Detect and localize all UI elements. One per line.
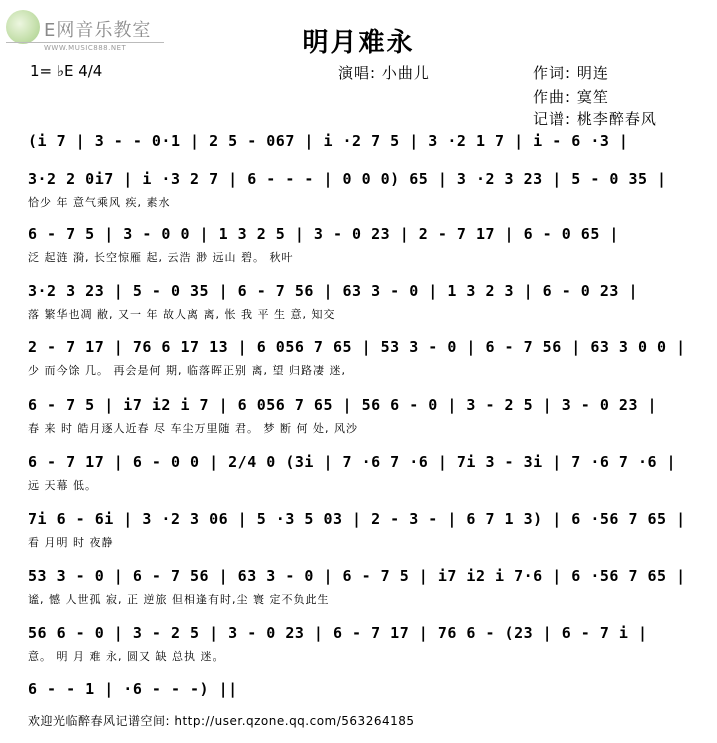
composer-credit: 作曲: 寞笙 (533, 88, 609, 106)
lyricist-credit: 作词: 明连 (533, 64, 609, 82)
lyric-line: 恰少 年 意气乘风 疾, 素水 (28, 196, 171, 209)
lyric-line: 远 天幕 低。 (28, 479, 97, 492)
footer-link-text: 欢迎光临醉春风记谱空间: http://user.qzone.qq.com/563264185 (28, 714, 415, 728)
lyric-line: 意。 明 月 难 永, 圆又 缺 总执 迷。 (28, 650, 225, 663)
notation-line: 6 - - 1 | ·6 - - -) || (28, 680, 238, 698)
notation-line: 6 - 7 17 | 6 - 0 0 | 2/4 0 (3i | 7 ·6 7 ·6 | 7i 3 - 3i | 7 ·6 7 ·6 | (28, 453, 677, 471)
lyric-line: 少 而今馀 几。 再会是何 期, 临落晖正别 离, 望 归路凄 迷, (28, 364, 346, 377)
song-title: 明月难永 (302, 28, 415, 58)
notation-line: 53 3 - 0 | 6 - 7 56 | 63 3 - 0 | 6 - 7 5 | i7 i2 i 7·6 | 6 ·56 7 65 | (28, 567, 686, 585)
logo-url: WWW.MUSIC888.NET (44, 44, 127, 52)
lyric-line: 谧, 憾 人世孤 寂, 正 逆旅 但相逢有时,尘 寰 定不负此生 (28, 593, 330, 606)
key-signature: 1= ♭E 4/4 (30, 62, 103, 80)
notation-line: 7i 6 - 6i | 3 ·2 3 06 | 5 ·3 5 03 | 2 - 3 - | 6 7 1 3) | 6 ·56 7 65 | (28, 510, 686, 528)
notation-line: 2 - 7 17 | 76 6 17 13 | 6 056 7 65 | 53 3 - 0 | 6 - 7 56 | 63 3 0 0 | (28, 338, 686, 356)
lyric-line: 落 繁华也凋 敝, 又一 年 故人离 离, 怅 我 平 生 意, 知交 (28, 308, 336, 321)
lyric-line: 春 来 时 皓月逐人近春 尽 车尘万里随 君。 梦 断 何 处, 风沙 (28, 422, 358, 435)
lyric-line: 泛 起涟 漪, 长空惊雁 起, 云浩 渺 远山 碧。 秋叶 (28, 251, 294, 264)
notation-line: (i 7 | 3 - - 0·1 | 2 5 - 067 | i ·2 7 5 | 3 ·2 1 7 | i - 6 ·3 | (28, 132, 629, 150)
notation-line: 3·2 2 0i7 | i ·3 2 7 | 6 - - - | 0 0 0) 65 | 3 ·2 3 23 | 5 - 0 35 | (28, 170, 667, 188)
notation-line: 56 6 - 0 | 3 - 2 5 | 3 - 0 23 | 6 - 7 17 | 76 6 - (23 | 6 - 7 i | (28, 624, 648, 642)
singer-credit: 演唱: 小曲儿 (338, 64, 430, 82)
notation-line: 6 - 7 5 | i7 i2 i 7 | 6 056 7 65 | 56 6 - 0 | 3 - 2 5 | 3 - 0 23 | (28, 396, 658, 414)
transcriber-credit: 记谱: 桃李醉春风 (533, 110, 657, 128)
logo-text: E网音乐教室 (44, 20, 152, 41)
lyric-line: 看 月明 时 夜静 (28, 536, 114, 549)
notation-line: 6 - 7 5 | 3 - 0 0 | 1 3 2 5 | 3 - 0 23 | 2 - 7 17 | 6 - 0 65 | (28, 225, 619, 243)
notation-line: 3·2 3 23 | 5 - 0 35 | 6 - 7 56 | 63 3 - 0 | 1 3 2 3 | 6 - 0 23 | (28, 282, 638, 300)
